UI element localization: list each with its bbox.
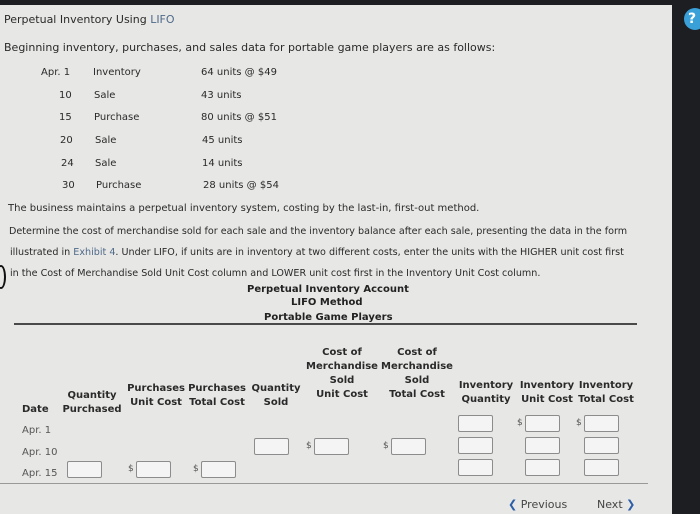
currency-symbol: $ bbox=[576, 418, 582, 428]
apr15-inventory-total-cost-input[interactable] bbox=[584, 459, 619, 476]
header-line: Unit Cost bbox=[521, 394, 573, 405]
currency-symbol: $ bbox=[383, 441, 389, 451]
currency-symbol: $ bbox=[128, 464, 134, 474]
apr10-cms-total-cost-input[interactable] bbox=[391, 438, 426, 455]
instructions-text: illustrated in bbox=[10, 247, 74, 258]
apr1-inventory-quantity-input[interactable] bbox=[458, 415, 493, 432]
header-line: Quantity bbox=[251, 383, 301, 394]
apr10-quantity-sold-input[interactable] bbox=[254, 438, 289, 455]
currency-symbol: $ bbox=[517, 418, 523, 428]
apr10-inventory-quantity-input[interactable] bbox=[458, 437, 493, 454]
transaction-type: Purchase bbox=[96, 180, 142, 191]
transaction-date: 10 bbox=[59, 90, 72, 101]
exhibit-4-link[interactable]: Exhibit 4 bbox=[73, 247, 116, 258]
col-header-purch-unit-cost bbox=[125, 382, 187, 410]
transaction-date: 30 bbox=[62, 180, 75, 191]
transaction-date: 20 bbox=[60, 135, 73, 146]
apr10-cms-unit-cost-input[interactable] bbox=[314, 438, 349, 455]
col-header-inv-total-cost bbox=[575, 379, 637, 407]
transaction-date: Apr. 1 bbox=[41, 67, 71, 78]
header-line: Total Cost bbox=[578, 394, 634, 405]
next-button[interactable] bbox=[597, 498, 635, 511]
table-top-rule bbox=[14, 323, 637, 325]
row-date-apr-10: Apr. 10 bbox=[22, 447, 58, 458]
header-line: Unit Cost bbox=[316, 389, 368, 400]
header-line: Inventory bbox=[578, 380, 634, 391]
apr1-inventory-unit-cost-input[interactable] bbox=[525, 415, 560, 432]
previous-label: Previous bbox=[520, 498, 568, 511]
transaction-date: 15 bbox=[59, 112, 72, 123]
header-line: Sold bbox=[404, 375, 430, 386]
col-header-date: Date bbox=[22, 404, 49, 415]
previous-button[interactable] bbox=[508, 498, 567, 511]
table-bottom-rule bbox=[0, 483, 648, 484]
apr10-inventory-total-cost-input[interactable] bbox=[584, 437, 619, 454]
col-header-qty-purchased bbox=[62, 389, 122, 417]
row-date-apr-1: Apr. 1 bbox=[22, 425, 52, 436]
header-line: Merchandise bbox=[306, 361, 378, 372]
header-line: Purchased bbox=[62, 404, 122, 415]
apr15-quantity-purchased-input[interactable] bbox=[67, 461, 102, 478]
col-header-cms-total-cost bbox=[381, 346, 453, 402]
table-title: Perpetual Inventory Account bbox=[247, 284, 409, 295]
header-line: Quantity bbox=[67, 390, 117, 401]
transaction-type: Sale bbox=[94, 90, 116, 101]
transaction-type: Inventory bbox=[93, 67, 141, 78]
header-line: Total Cost bbox=[389, 389, 445, 400]
currency-symbol: $ bbox=[306, 441, 312, 451]
table-subtitle-product: Portable Game Players bbox=[264, 312, 393, 323]
transaction-type: Purchase bbox=[94, 112, 140, 123]
row-date-apr-15: Apr. 15 bbox=[22, 468, 58, 479]
transaction-detail: 64 units @ $49 bbox=[201, 67, 277, 78]
instructions-line-2 bbox=[10, 247, 624, 258]
page-title bbox=[4, 13, 175, 26]
apr15-purchases-unit-cost-input[interactable] bbox=[136, 461, 171, 478]
apr15-inventory-unit-cost-input[interactable] bbox=[525, 459, 560, 476]
transaction-detail: 45 units bbox=[202, 135, 243, 146]
transaction-type: Sale bbox=[95, 158, 117, 169]
header-line: Cost of bbox=[397, 347, 437, 358]
transaction-detail: 80 units @ $51 bbox=[201, 112, 277, 123]
header-line: Total Cost bbox=[189, 397, 245, 408]
side-tab-edge bbox=[0, 265, 6, 289]
chevron-left-icon: ❮ bbox=[508, 498, 518, 511]
table-subtitle-method: LIFO Method bbox=[291, 297, 363, 308]
apr15-purchases-total-cost-input[interactable] bbox=[201, 461, 236, 478]
col-header-cms-unit-cost bbox=[306, 346, 378, 402]
col-header-qty-sold bbox=[250, 382, 302, 410]
col-header-inv-unit-cost bbox=[516, 379, 578, 407]
header-line: Unit Cost bbox=[130, 397, 182, 408]
transaction-detail: 14 units bbox=[202, 158, 243, 169]
apr1-inventory-total-cost-input[interactable] bbox=[584, 415, 619, 432]
apr15-inventory-quantity-input[interactable] bbox=[458, 459, 493, 476]
header-line: Inventory bbox=[519, 380, 575, 391]
question-page bbox=[0, 5, 672, 514]
header-line: Quantity bbox=[461, 394, 511, 405]
lifo-link[interactable]: LIFO bbox=[150, 13, 175, 26]
transaction-type: Sale bbox=[95, 135, 117, 146]
header-line: Purchases bbox=[127, 383, 185, 394]
header-line: Sold bbox=[263, 397, 289, 408]
apr10-inventory-unit-cost-input[interactable] bbox=[525, 437, 560, 454]
col-header-inv-qty bbox=[455, 379, 517, 407]
title-text: Perpetual Inventory Using bbox=[4, 13, 151, 26]
col-header-purch-total-cost bbox=[186, 382, 248, 410]
header-line: Inventory bbox=[458, 380, 514, 391]
transaction-date: 24 bbox=[61, 158, 74, 169]
instructions-line-3: in the Cost of Merchandise Sold Unit Cost column and LOWER unit cost first in the Inventory Unit Cost column. bbox=[10, 268, 541, 279]
instructions-line-1: Determine the cost of merchandise sold for each sale and the inventory balance after each sale, presenting the data in the form bbox=[9, 226, 628, 237]
method-note: The business maintains a perpetual inventory system, costing by the last-in, first-out method. bbox=[8, 203, 480, 214]
header-line: Cost of bbox=[322, 347, 362, 358]
next-label: Next bbox=[597, 498, 623, 511]
help-icon[interactable]: ? bbox=[684, 8, 700, 30]
transaction-detail: 43 units bbox=[201, 90, 242, 101]
chevron-right-icon: ❯ bbox=[626, 498, 636, 511]
intro-text: Beginning inventory, purchases, and sales data for portable game players are as follows: bbox=[4, 41, 496, 54]
header-line: Sold bbox=[329, 375, 355, 386]
header-line: Purchases bbox=[188, 383, 246, 394]
transaction-detail: 28 units @ $54 bbox=[203, 180, 279, 191]
currency-symbol: $ bbox=[193, 464, 199, 474]
instructions-text: . Under LIFO, if units are in inventory at two different costs, enter the units with the HIGHER unit cost first bbox=[115, 247, 624, 258]
header-line: Merchandise bbox=[381, 361, 453, 372]
